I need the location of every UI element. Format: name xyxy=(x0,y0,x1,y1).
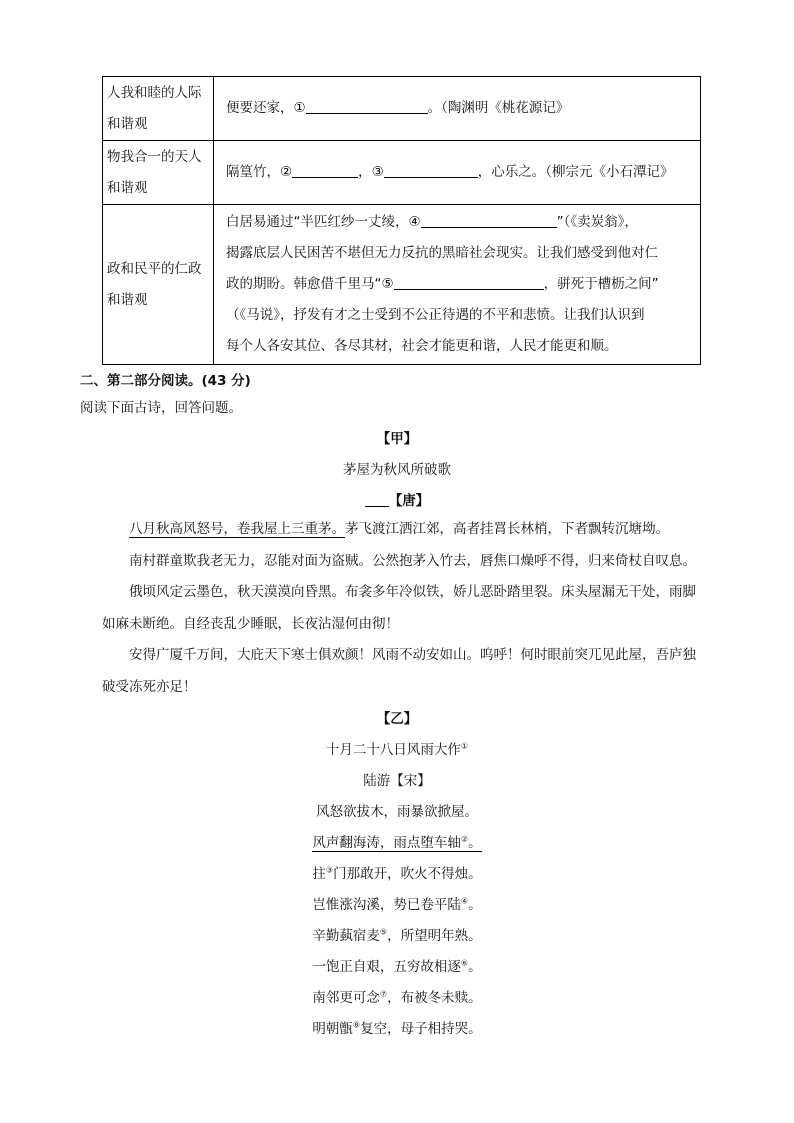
content-line: 揭露底层人民困苦不堪但无力反抗的黑暗社会现实。让我们感受到他对仁 xyxy=(226,245,658,261)
answer-blank-4[interactable] xyxy=(421,211,557,228)
line-end: ，布被冬未赎。 xyxy=(387,990,482,1006)
content-text: ，③ xyxy=(358,164,384,180)
line-end: ，所望明年熟。 xyxy=(387,928,482,944)
poem-b-line xyxy=(0,986,794,1006)
footnote-marker: ⑦ xyxy=(379,989,388,999)
line-end: 复空，母子相持哭。 xyxy=(360,1021,482,1037)
line-text: 门那敢开，吹火不得烛。 xyxy=(333,866,482,882)
content-line: 每个人各安其位、各尽其材，社会才能更和谐，人民才能更和顺。 xyxy=(226,338,618,354)
poem-a-dynasty: 【唐】 xyxy=(388,493,430,509)
line-text: 南邻更可念 xyxy=(312,990,380,1006)
content-text: 。（陶渊明《桃花源记》 xyxy=(427,100,570,116)
title-text: 十月二十八日风雨大作 xyxy=(325,742,461,758)
fill-in-table xyxy=(102,76,701,365)
line-end: 。 xyxy=(468,897,482,913)
poem-a-paragraph: 俄顷风定云墨色，秋天漠漠向昏黑。布衾多年冷似铁，娇儿恶卧踏里裂。床头屋漏无干处，雨脚如麻未断绝。自经丧乱少睡眠，长夜沾湿何由彻！ xyxy=(102,584,696,632)
row-label-text: 人我和睦的人际和谐观 xyxy=(107,84,202,132)
poem-a-title: 茅屋为秋风所破歌 xyxy=(343,462,451,478)
answer-blank-3[interactable] xyxy=(384,161,478,178)
row-label xyxy=(103,77,214,141)
footnote-marker: ② xyxy=(460,834,469,844)
footnote-marker: ④ xyxy=(460,896,469,906)
row-label-text: 政和民平的仁政和谐观 xyxy=(107,260,202,308)
line-text: 拄 xyxy=(312,866,326,882)
content-line xyxy=(226,269,694,300)
answer-blank-2[interactable] xyxy=(292,161,358,178)
content-text: 白居易通过“半匹红纱一丈绫，④ xyxy=(226,214,421,230)
footnote-marker: ⑤ xyxy=(379,927,388,937)
footnote-marker: ⑥ xyxy=(460,958,469,968)
content-text: ，心乐之。（柳宗元《小石潭记》 xyxy=(477,164,674,180)
line-end: 。 xyxy=(468,959,482,975)
poem-a-paragraph xyxy=(102,514,701,546)
poem-a-marker: 【甲】 xyxy=(376,431,418,447)
content-text: 政的期盼。韩愈借千里马“⑤ xyxy=(226,276,394,292)
poem-b-marker: 【乙】 xyxy=(376,711,418,727)
content-text: 隔篁竹，② xyxy=(226,164,293,180)
poem-a-paragraph: 南村群童欺我老无力，忍能对面为盗贼。公然抱茅入竹去，唇焦口燥呼不得，归来倚杖自叹息。 xyxy=(129,553,696,569)
answer-blank-5[interactable] xyxy=(394,273,544,290)
poem-a-author-line xyxy=(0,489,794,509)
row-label-text: 物我合一的天人和谐观 xyxy=(107,148,202,196)
poem-b-line: 风怒欲拔木，雨暴欲掀屋。 xyxy=(316,804,478,820)
line-text: 岂惟涨沟溪，势已卷平陆 xyxy=(312,897,461,913)
section-heading: 二、第二部分阅读。(43 分) xyxy=(80,373,251,389)
paragraph-text: 茅飞渡江洒江郊，高者挂罥长林梢，下者飘转沉塘坳。 xyxy=(345,521,669,537)
poem-b-line xyxy=(0,1017,794,1037)
poem-b-line xyxy=(0,924,794,944)
footnote-marker: ① xyxy=(460,741,469,751)
poem-b-line xyxy=(0,831,794,851)
line-text: 明朝甑 xyxy=(312,1021,353,1037)
table-row xyxy=(103,205,701,365)
poem-a-paragraph: 安得广厦千万间，大庇天下寒士俱欢颜！风雨不动安如山。呜呼！何时眼前突兀见此屋，吾庐独破受冻死亦足！ xyxy=(102,647,696,695)
underlined-text: 八月秋高风怒号，卷我屋上三重茅。 xyxy=(129,521,345,537)
footnote-marker: ③ xyxy=(325,865,334,875)
answer-blank-1[interactable] xyxy=(306,97,428,114)
content-line xyxy=(226,207,694,238)
line-end: 。 xyxy=(468,835,482,851)
line-text: 辛勤蓺宿麦 xyxy=(312,928,380,944)
line-text: 一饱正自艰，五穷故相逐 xyxy=(312,959,461,975)
row-label xyxy=(103,205,214,365)
content-text: ”（《卖炭翁》， xyxy=(556,214,638,230)
footnote-marker: ⑧ xyxy=(352,1020,361,1030)
poem-b-line xyxy=(0,955,794,975)
content-text: ，骈死于槽枥之间” xyxy=(543,276,659,292)
underlined-text xyxy=(312,835,481,852)
row-content xyxy=(214,141,701,205)
row-content xyxy=(214,77,701,141)
table-row xyxy=(103,141,701,205)
row-content xyxy=(214,205,701,365)
poem-b-line xyxy=(0,893,794,913)
poem-b-author: 陆游【宋】 xyxy=(363,773,431,789)
content-line: （《马说》，抒发有才之士受到不公正待遇的不平和悲愤。让我们认识到 xyxy=(226,307,645,323)
poem-b-line xyxy=(0,862,794,882)
poem-b-title xyxy=(0,738,794,758)
instruction: 阅读下面古诗，回答问题。 xyxy=(80,400,242,416)
table-row xyxy=(103,77,701,141)
author-blank[interactable] xyxy=(365,490,389,507)
row-label xyxy=(103,141,214,205)
content-text: 便要还家，① xyxy=(226,100,306,116)
line-text: 风声翻海涛，雨点堕车轴 xyxy=(312,835,461,851)
